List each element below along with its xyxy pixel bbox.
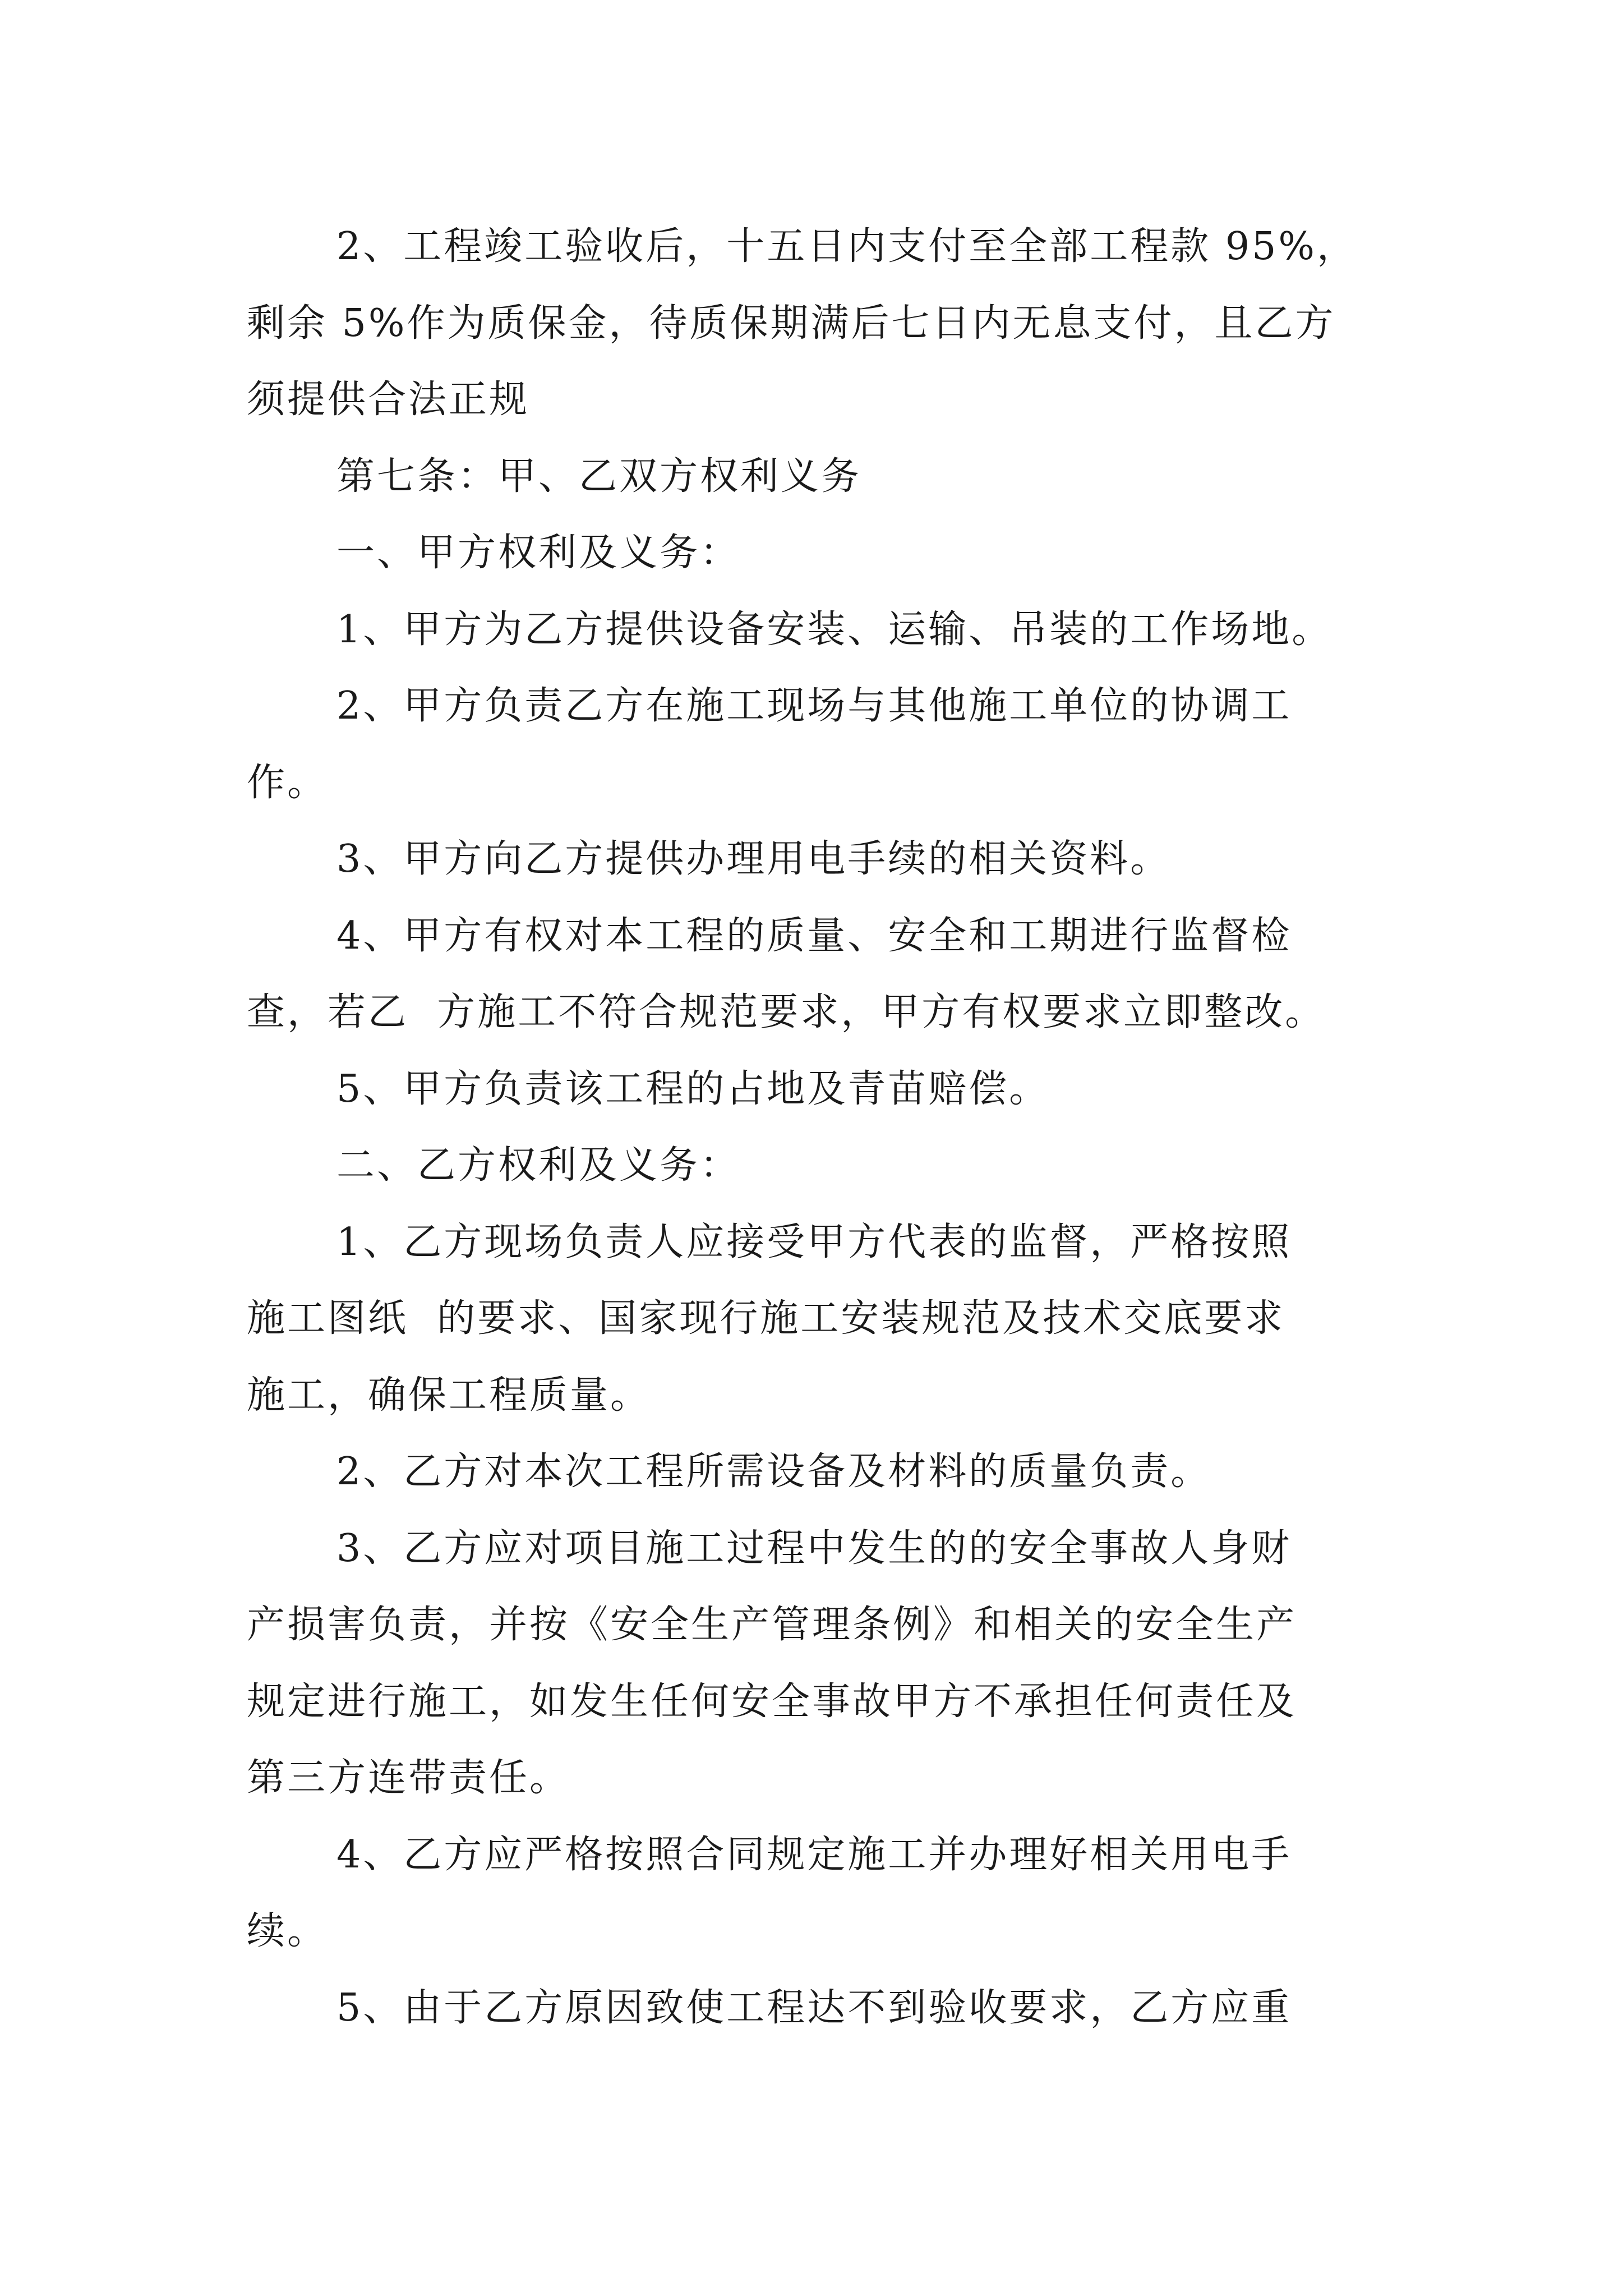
text-line: 第三方连带责任。 [247,1756,570,1800]
text-line: 5、由于乙方原因致使工程达不到验收要求，乙方应重 [336,1985,1292,2030]
text-line: 施工，确保工程质量。 [247,1373,651,1418]
text-line: 规定进行施工，如发生任何安全事故甲方不承担任何责任及 [247,1679,1297,1724]
text-line: 2、工程竣工验收后，十五日内支付至全部工程款 95%， [336,224,1358,269]
text-line: 作。 [247,760,328,805]
text-line: 1、乙方现场负责人应接受甲方代表的监督，严格按照 [336,1220,1292,1264]
subsection-heading: 一、甲方权利及义务： [336,531,741,575]
text-line: 剩余 5%作为质保金，待质保期满后七日内无息支付，且乙方 [247,301,1336,346]
text-line: 3、乙方应对项目施工过程中发生的的安全事故人身财 [336,1526,1292,1571]
document-body [247,209,1391,2046]
text-line: 2、甲方负责乙方在施工现场与其他施工单位的协调工 [336,684,1292,728]
subsection-heading: 二、乙方权利及义务： [336,1143,741,1188]
text-line: 4、甲方有权对本工程的质量、安全和工期进行监督检 [336,913,1292,958]
text-line: 施工图纸 的要求、国家现行施工安装规范及技术交底要求 [247,1296,1285,1341]
text-line: 续。 [247,1909,328,1953]
section-heading: 第七条：甲、乙双方权利义务 [336,454,862,499]
text-line: 查，若乙 方施工不符合规范要求，甲方有权要求立即整改。 [247,990,1326,1034]
text-line: 4、乙方应严格按照合同规定施工并办理好相关用电手 [336,1832,1292,1877]
text-line: 2、乙方对本次工程所需设备及材料的质量负责。 [336,1450,1211,1494]
text-line: 5、甲方负责该工程的占地及青苗赔偿。 [336,1066,1050,1111]
text-line: 须提供合法正规 [247,378,530,422]
text-line: 1、甲方为乙方提供设备安装、运输、吊装的工作场地。 [336,607,1332,652]
text-line: 产损害负责，并按《安全生产管理条例》和相关的安全生产 [247,1603,1297,1647]
text-line: 3、甲方向乙方提供办理用电手续的相关资料。 [336,837,1171,881]
